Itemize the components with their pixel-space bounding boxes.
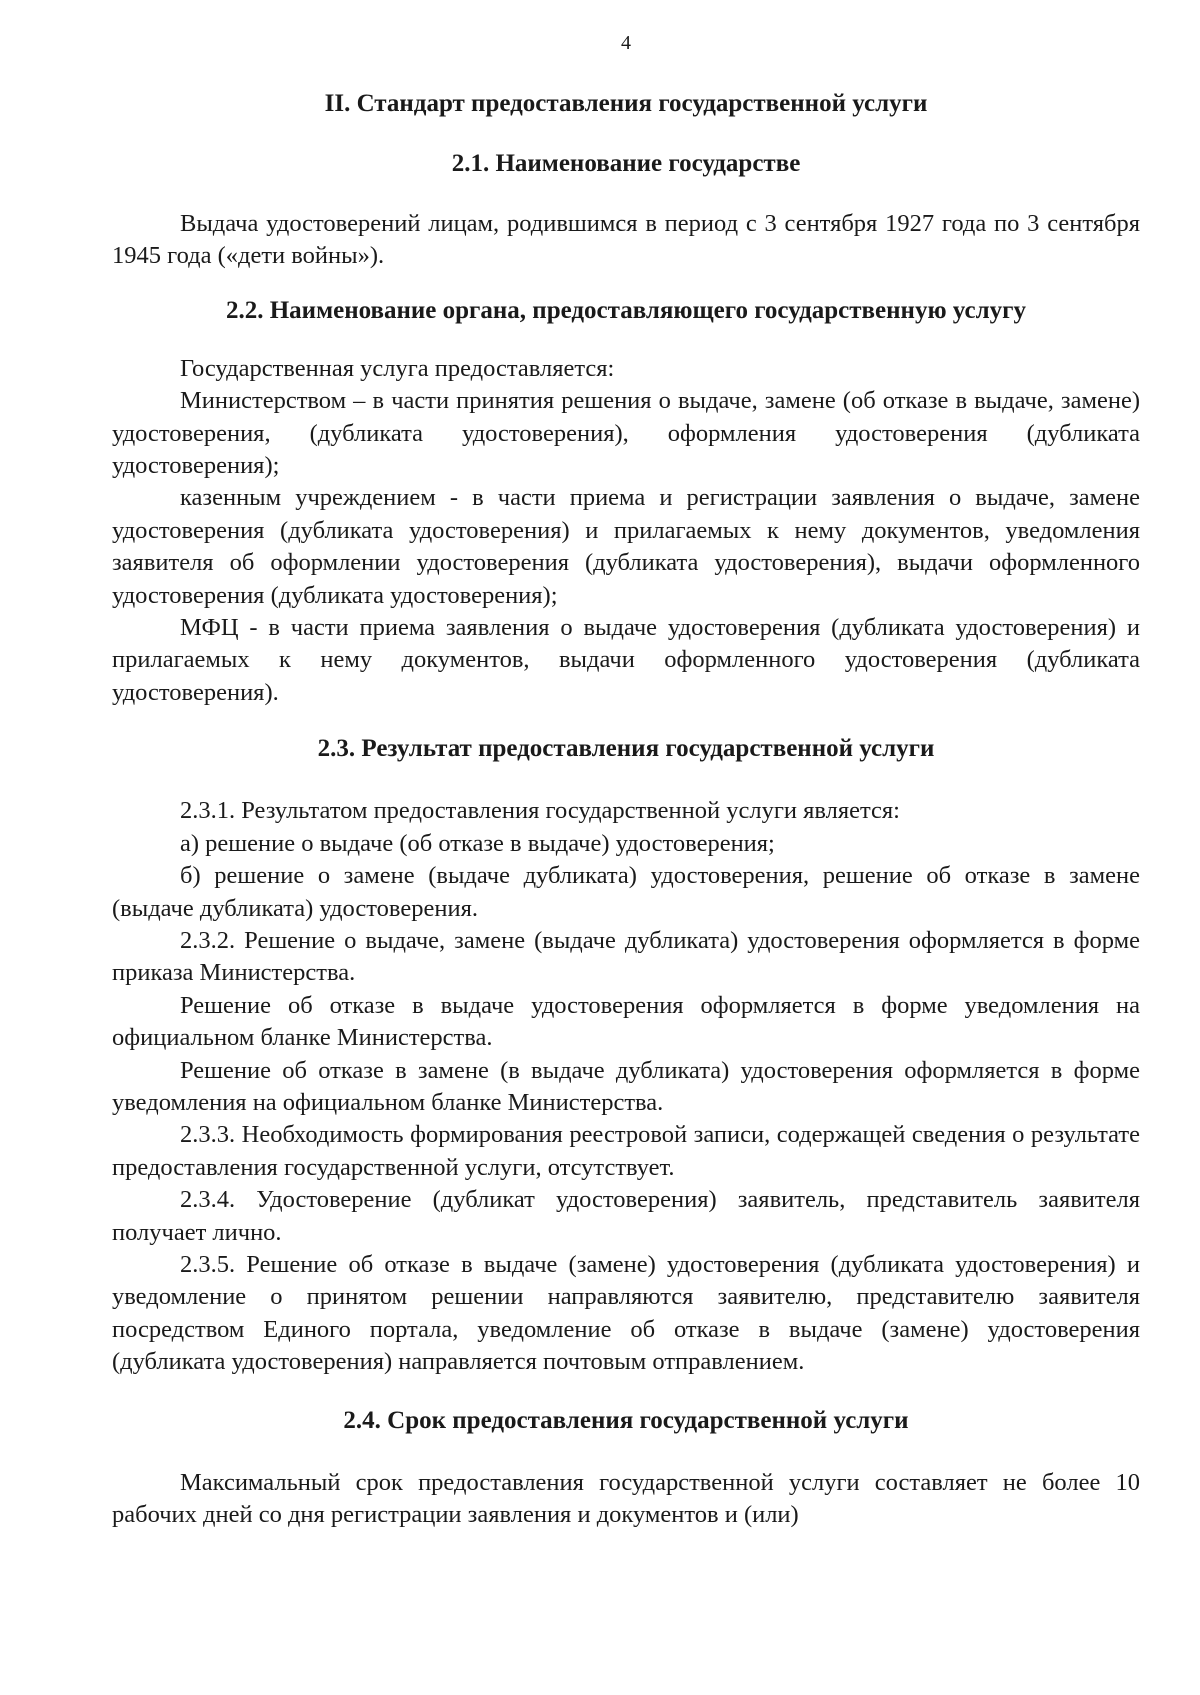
paragraph: Максимальный срок предоставления государственной услуги составляет не более 10 рабочих дней со дня регистрации заявления и документов и (или) [112,1468,1140,1528]
paragraph: Решение об отказе в замене (в выдаче дубликата) удостоверения оформляется в форме уведомления на официальном бланке Министерства. [112,1056,1140,1116]
paragraph: Государственная услуга предоставляется: [180,354,615,382]
section-title: 2.1. Наименование государстве [451,150,801,177]
page-number: 4 [621,32,631,54]
paragraph: 2.3.1. Результатом предоставления государственной услуги является: [180,797,900,825]
document-body [112,88,1140,1531]
paragraph: 2.3.2. Решение о выдаче, замене (выдаче дубликата) удостоверения оформляется в форме приказа Министерства. [112,926,1140,987]
paragraph: а) решение о выдаче (об отказе в выдаче) удостоверения; [180,829,775,857]
chapter-title: II. Стандарт предоставления государственной услуги [324,90,928,117]
paragraph: 2.3.3. Необходимость формирования реестровой записи, содержащей сведения о результате предоставления государственной услуги, отсутствует. [112,1121,1140,1181]
paragraph: Решение об отказе в выдаче удостоверения оформляется в форме уведомления на официальном бланке Министерства. [112,991,1140,1052]
section-2-1 [112,148,1140,273]
paragraph: казенным учреждением - в части приема и регистрации заявления о выдаче, замене удостоверения (дубликата удостоверения) и прилагаемых к нему документов, уведомления заявителя об оформлении удостоверения (дубликата удостоверения), выдачи оформленного удостоверения (дубликата удостоверения); [112,484,1140,609]
paragraph: 2.3.4. Удостоверение (дубликат удостоверения) заявитель, представитель заявителя получает лично. [112,1186,1140,1246]
section-2-4 [112,1405,1140,1532]
section-title: 2.3. Результат предоставления государственной услуги [317,735,935,763]
section-2-2 [112,295,1140,709]
paragraph: 2.3.5. Решение об отказе в выдаче (замене) удостоверения (дубликата удостоверения) и уведомление о принятом решении направляются заявителю, представителю заявителя посредством Единого портала, уведомление об отказе в выдаче (замене) удостоверения (дубликата удостоверения) направляется почтовым отправлением. [112,1250,1140,1376]
paragraph: Министерством – в части принятия решения о выдаче, замене (об отказе в выдаче, замене) удостоверения, (дубликата удостоверения), оформления удостоверения (дубликата удостоверения); [112,387,1140,480]
paragraph: МФЦ - в части приема заявления о выдаче удостоверения (дубликата удостоверения) и прилагаемых к нему документов, выдачи оформленного удостоверения (дубликата удостоверения). [112,614,1140,706]
section-title: 2.4. Срок предоставления государственной услуги [343,1406,909,1434]
paragraph: б) решение о замене (выдаче дубликата) удостоверения, решение об отказе в замене (выдаче дубликата) удостоверения. [112,862,1140,922]
paragraph: Выдача удостоверений лицам, родившимся в период с 3 сентября 1927 года по 3 сентября 1945 года («дети войны»). [112,210,1140,270]
section-title: 2.2. Наименование органа, предоставляющего государственную услугу [225,296,1027,324]
section-2-3 [112,733,1140,1378]
